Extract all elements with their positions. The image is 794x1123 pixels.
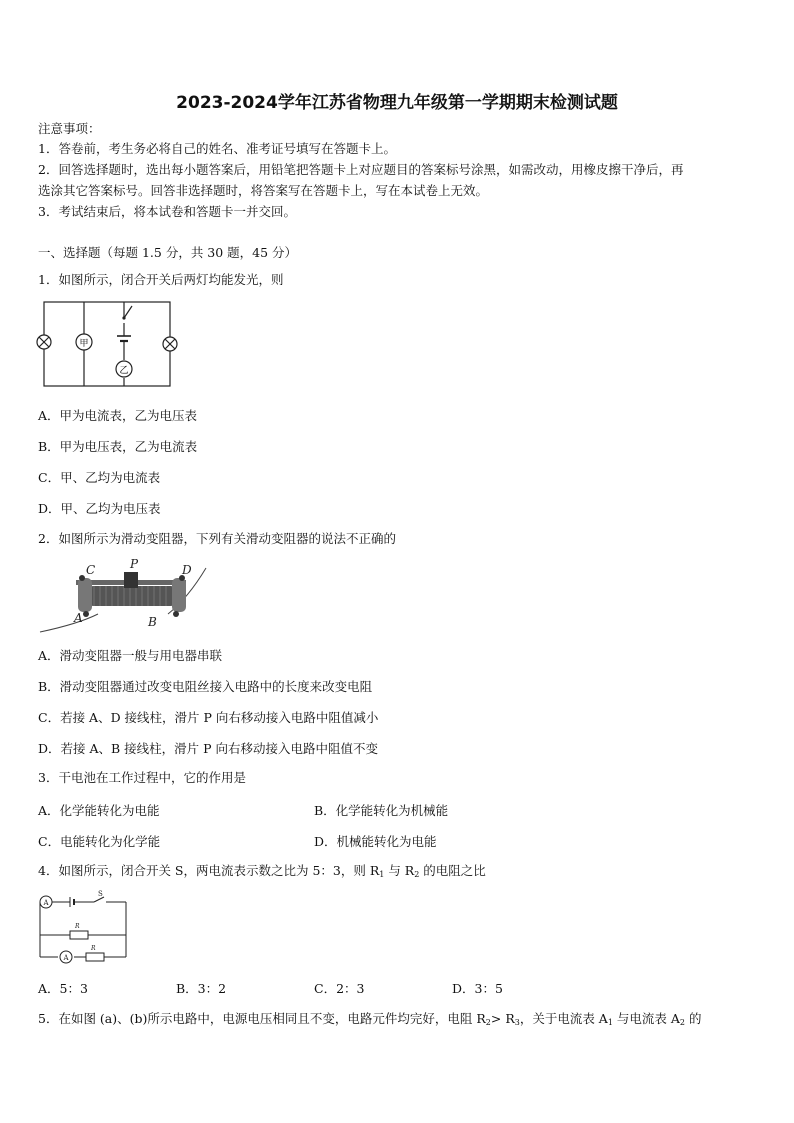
resistor-label-r1: R bbox=[75, 923, 80, 930]
resistor-label-r2: R bbox=[91, 945, 96, 952]
terminal-label-a: A bbox=[74, 611, 83, 625]
option-c: C．2：3 bbox=[314, 981, 365, 996]
meter-label-yi: 乙 bbox=[119, 366, 129, 376]
option-c: C．甲、乙均为电流表 bbox=[38, 470, 161, 485]
q2-rheostat-photo bbox=[38, 558, 208, 636]
option-b: B．化学能转化为机械能 bbox=[314, 803, 449, 818]
question-stem: 2．如图所示为滑动变阻器，下列有关滑动变阻器的说法不正确的 bbox=[38, 531, 396, 546]
question-stem: 4．如图所示，闭合开关 S，两电流表示数之比为 5：3，则 $R_1$ 与 $R_2$ 的电阻之比 bbox=[38, 863, 486, 879]
switch-label-s: S bbox=[98, 890, 103, 898]
ammeter-label-a2: A bbox=[63, 954, 69, 962]
option-a: A．化学能转化为电能 bbox=[38, 803, 160, 818]
slider-label-p: P bbox=[130, 557, 139, 571]
section-heading: 一、选择题（每题 1.5 分，共 30 题，45 分） bbox=[38, 245, 298, 260]
option-a: A．滑动变阻器一般与用电器串联 bbox=[38, 648, 223, 663]
option-d: D．3：5 bbox=[452, 981, 503, 996]
option-a: A．甲为电流表，乙为电压表 bbox=[38, 408, 198, 423]
notice-item: 选涂其它答案标号。回答非选择题时，将答案写在答题卡上，写在本试卷上无效。 bbox=[38, 183, 489, 198]
notice-item: 2．回答选择题时，选出每小题答案后，用铅笔把答题卡上对应题目的答案标号涂黑，如需改动，用橡皮擦干净后，再 bbox=[38, 162, 684, 177]
ammeter-label-a1: A bbox=[43, 899, 49, 907]
page-title: 2023-2024学年江苏省物理九年级第一学期期末检测试题 bbox=[176, 93, 618, 113]
notice-heading: 注意事项： bbox=[38, 121, 101, 136]
terminal-label-c: C bbox=[86, 563, 96, 577]
option-b: B．3：2 bbox=[176, 981, 227, 996]
option-a: A．5：3 bbox=[38, 981, 88, 996]
q4-circuit-diagram bbox=[36, 891, 130, 967]
option-d: D．机械能转化为电能 bbox=[314, 834, 437, 849]
meter-label-jia: 甲 bbox=[79, 339, 89, 349]
q1-circuit-diagram bbox=[34, 296, 184, 392]
notice-item: 3．考试结束后，将本试卷和答题卡一并交回。 bbox=[38, 204, 296, 219]
notice-item: 1．答卷前，考生务必将自己的姓名、准考证号填写在答题卡上。 bbox=[38, 141, 396, 156]
option-c: C．电能转化为化学能 bbox=[38, 834, 161, 849]
option-c: C．若接 A、D 接线柱，滑片 P 向右移动接入电路中阻值减小 bbox=[38, 710, 379, 725]
terminal-label-b: B bbox=[148, 615, 157, 629]
option-b: B．甲为电压表，乙为电流表 bbox=[38, 439, 198, 454]
option-b: B．滑动变阻器通过改变电阻丝接入电路中的长度来改变电阻 bbox=[38, 679, 373, 694]
question-stem: 5．在如图 (a)、(b)所示电路中，电源电压相同且不变，电路元件均完好，电阻 $R_2> R_3$，关于电流表 $A_1$ 与电流表 $A_2$ 的 bbox=[38, 1011, 702, 1027]
terminal-label-d: D bbox=[182, 563, 192, 577]
question-stem: 3．干电池在工作过程中，它的作用是 bbox=[38, 770, 246, 785]
option-d: D．甲、乙均为电压表 bbox=[38, 501, 161, 516]
question-stem: 1．如图所示，闭合开关后两灯均能发光，则 bbox=[38, 272, 284, 287]
option-d: D．若接 A、B 接线柱，滑片 P 向右移动接入电路中阻值不变 bbox=[38, 741, 379, 756]
